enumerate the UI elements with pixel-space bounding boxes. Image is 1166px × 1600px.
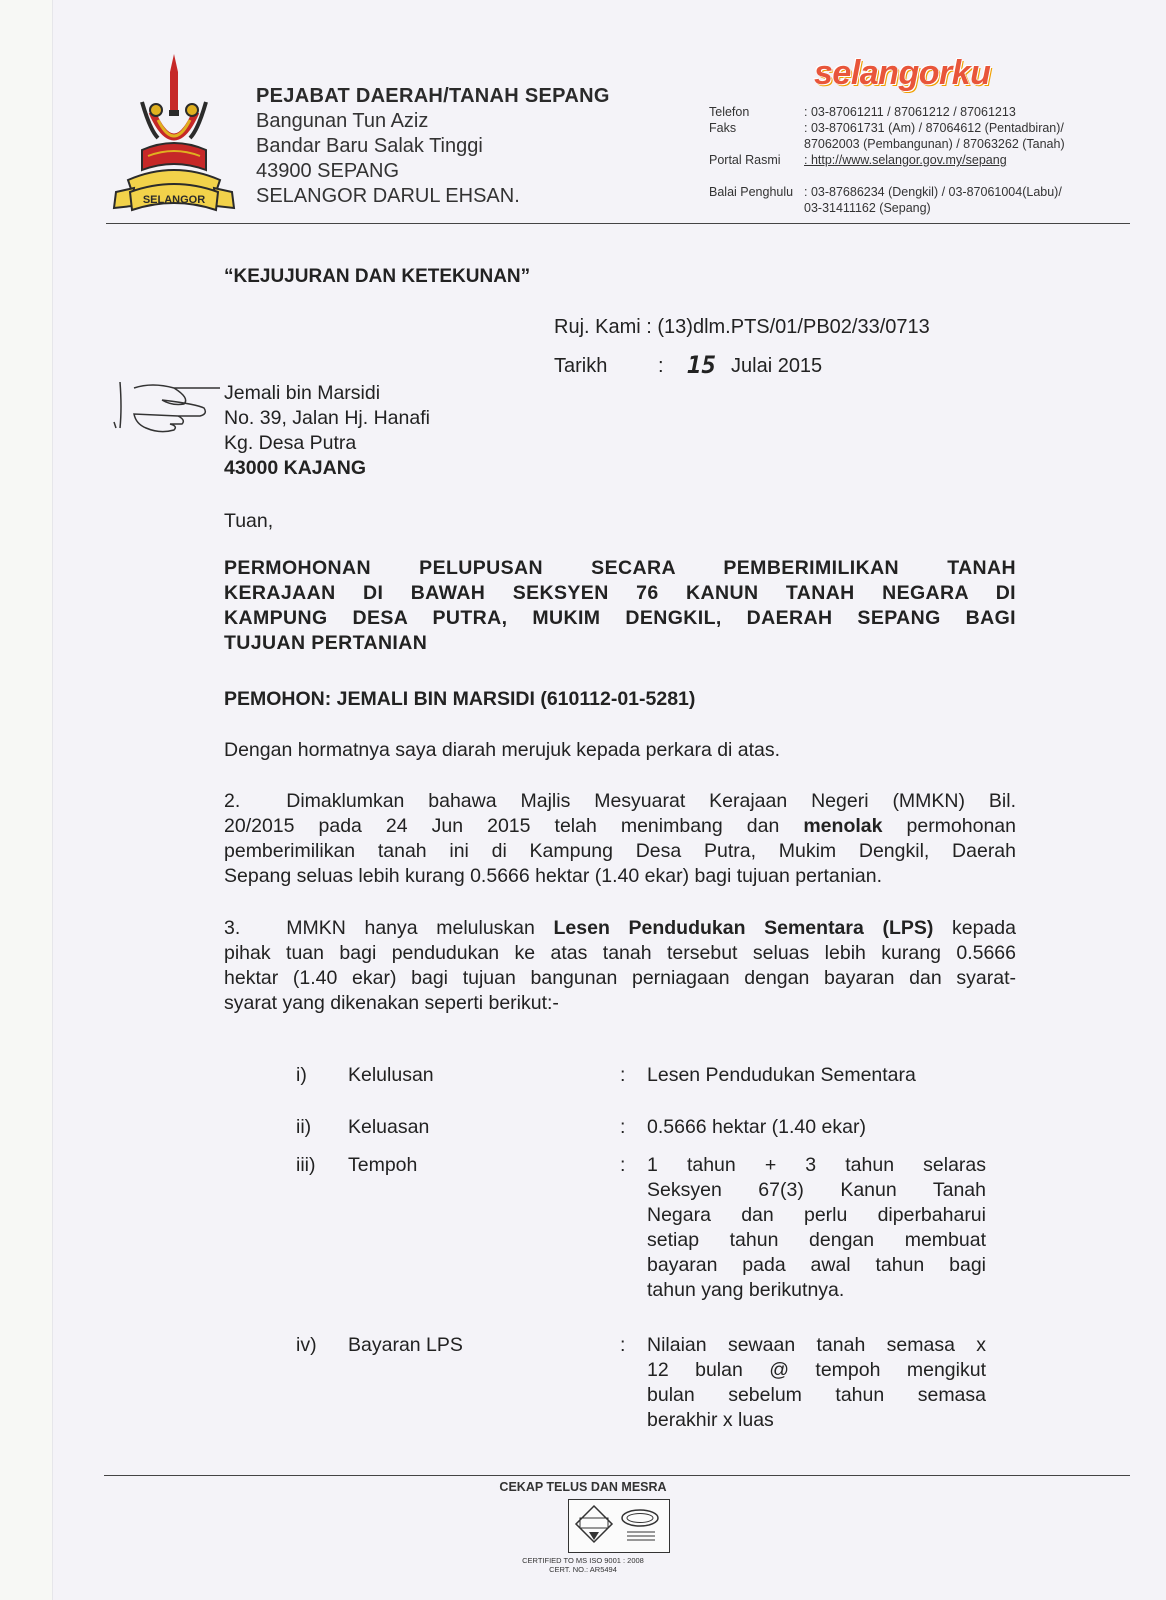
address-line: 43900 SEPANG — [256, 160, 400, 182]
paragraph-number: 2. — [224, 790, 241, 812]
subject-line: TUJUAN PERTANIAN — [224, 632, 428, 654]
salutation: Tuan, — [224, 510, 274, 532]
selangorku-logo: selangorku — [814, 54, 991, 92]
condition-label: Keluasan — [348, 1116, 430, 1138]
pointing-hand-icon — [112, 378, 224, 434]
contact-value: : 03-87686234 (Dengkil) / 03-87061004(Labu)/ — [804, 185, 1062, 199]
condition-row — [0, 1153, 1166, 1303]
date-line — [554, 351, 854, 379]
condition-row — [0, 1063, 1166, 1088]
condition-label: Bayaran LPS — [348, 1334, 463, 1356]
footer-motto: CEKAP TELUS DAN MESRA — [499, 1480, 667, 1494]
condition-value-line: bulan sebelum tahun semasa — [647, 1384, 986, 1406]
recipient-name: Jemali bin Marsidi — [224, 382, 381, 404]
tarikh-label: Tarikh — [554, 355, 608, 377]
subject-line: PERMOHONAN PELUPUSAN SECARA PEMBERIMILIKAN TANAH — [224, 557, 1016, 579]
condition-value-line: berakhir x luas — [647, 1409, 774, 1431]
quality-system-icon — [569, 1500, 669, 1552]
contact-value: : 03-87061731 (Am) / 87064612 (Pentadbiran)/ — [804, 121, 1064, 135]
applicant-line: PEMOHON: JEMALI BIN MARSIDI (610112-01-5281) — [224, 688, 696, 710]
tarikh-colon: : — [658, 355, 664, 377]
recipient-city: 43000 KAJANG — [224, 457, 366, 479]
condition-number: i) — [296, 1064, 307, 1086]
recipient-line: Kg. Desa Putra — [224, 432, 357, 454]
reference-number — [554, 316, 930, 339]
paragraph-line — [224, 789, 1016, 814]
tarikh-month-year: Julai 2015 — [731, 355, 823, 377]
iso-certification-badge — [568, 1499, 670, 1553]
recipient-address — [224, 381, 430, 481]
text-run-bold: menolak — [803, 815, 883, 837]
handwritten-day: 15 — [687, 351, 716, 379]
contact-label: Balai Penghulu — [709, 185, 794, 199]
contact-value: 03-31411162 (Sepang) — [804, 201, 931, 215]
condition-value: 0.5666 hektar (1.40 ekar) — [647, 1116, 866, 1138]
address-line: SELANGOR DARUL EHSAN. — [256, 185, 520, 207]
paragraph-number: 3. — [224, 917, 241, 939]
paragraph-line: hektar (1.40 ekar) bagi tujuan bangunan perniagaan dengan bayaran dan syarat- — [224, 967, 1016, 989]
contact-label: Portal Rasmi — [709, 153, 781, 167]
address-line: Bandar Baru Salak Tinggi — [256, 135, 483, 157]
text-run: MMKN hanya meluluskan — [286, 917, 554, 939]
condition-colon: : — [620, 1064, 626, 1086]
crest-label: SELANGOR — [142, 194, 206, 206]
paragraph-line: pemberimilikan tanah ini di Kampung Desa Putra, Mukim Dengkil, Daerah — [224, 840, 1016, 862]
subject-line: KERAJAAN DI BAWAH SEKSYEN 76 KANUN TANAH NEGARA DI — [224, 582, 1016, 604]
condition-value-line: setiap tahun dengan membuat — [647, 1229, 986, 1251]
condition-value — [647, 1333, 986, 1433]
paragraph-line — [224, 916, 1016, 941]
ruj-value: : (13)dlm.PTS/01/PB02/33/0713 — [646, 316, 930, 338]
condition-row — [0, 1333, 1166, 1433]
condition-value-line: bayaran pada awal tahun bagi — [647, 1254, 986, 1276]
text-run: Dimaklumkan bahawa Majlis Mesyuarat Kerajaan Negeri (MMKN) Bil. — [286, 790, 1016, 812]
contact-value: 87062003 (Pembangunan) / 87063262 (Tanah) — [804, 137, 1065, 151]
paragraph-2 — [224, 789, 1016, 889]
condition-row — [0, 1115, 1166, 1140]
condition-value-line: Seksyen 67(3) Kanun Tanah — [647, 1179, 986, 1201]
portal-link[interactable]: : http://www.selangor.gov.my/sepang — [804, 153, 1007, 167]
paragraph-line: pihak tuan bagi pendudukan ke atas tanah tersebut seluas lebih kurang 0.5666 — [224, 942, 1016, 964]
paragraph-line — [224, 814, 1016, 839]
footer-divider — [104, 1475, 1130, 1476]
condition-value-line: Negara dan perlu diperbaharui — [647, 1204, 986, 1226]
text-run: permohonan — [882, 815, 1016, 837]
paragraph-3 — [224, 916, 1016, 1016]
condition-value-line: tahun yang berikutnya. — [647, 1279, 845, 1301]
opening-paragraph: Dengan hormatnya saya diarah merujuk kepada perkara di atas. — [224, 739, 781, 761]
text-run: kepada — [933, 917, 1016, 939]
condition-label: Tempoh — [348, 1154, 418, 1176]
motto: “KEJUJURAN DAN KETEKUNAN” — [224, 266, 531, 287]
contact-label: Telefon — [709, 105, 750, 119]
condition-value-line: 1 tahun + 3 tahun selaras — [647, 1154, 986, 1176]
subject-line: KAMPUNG DESA PUTRA, MUKIM DENGKIL, DAERAH SEPANG BAGI — [224, 607, 1016, 629]
contact-block — [709, 104, 1139, 224]
condition-number: ii) — [296, 1116, 312, 1138]
header-divider — [106, 223, 1130, 224]
selangor-crest-icon — [112, 52, 236, 218]
address-line: Bangunan Tun Aziz — [256, 110, 429, 132]
condition-value-line: Nilaian sewaan tanah semasa x — [647, 1334, 986, 1356]
certification-text: CERTIFIED TO MS ISO 9001 : 2008 — [522, 1556, 644, 1565]
condition-number: iii) — [296, 1154, 316, 1176]
condition-label: Kelulusan — [348, 1064, 434, 1086]
condition-colon: : — [620, 1154, 626, 1176]
text-run-bold: Lesen Pendudukan Sementara (LPS) — [553, 917, 934, 939]
recipient-line: No. 39, Jalan Hj. Hanafi — [224, 407, 430, 429]
condition-value: Lesen Pendudukan Sementara — [647, 1064, 916, 1086]
ruj-label: Ruj. Kami — [554, 316, 641, 338]
text-run: 20/2015 pada 24 Jun 2015 telah menimbang dan — [224, 815, 804, 837]
subject-heading — [224, 556, 1016, 656]
contact-label: Faks — [709, 121, 737, 135]
condition-value-line: 12 bulan @ tempoh mengikut — [647, 1359, 986, 1381]
office-name: PEJABAT DAERAH/TANAH SEPANG — [256, 85, 610, 107]
condition-colon: : — [620, 1116, 626, 1138]
condition-value — [647, 1153, 986, 1303]
certification-number: CERT. NO.: AR5494 — [549, 1565, 617, 1574]
paragraph-line: syarat yang dikenakan seperti berikut:- — [224, 992, 559, 1014]
contact-value: : 03-87061211 / 87061212 / 87061213 — [804, 105, 1016, 119]
condition-number: iv) — [296, 1334, 317, 1356]
paragraph-line: Sepang seluas lebih kurang 0.5666 hektar (1.40 ekar) bagi tujuan pertanian. — [224, 865, 883, 887]
condition-colon: : — [620, 1334, 626, 1356]
